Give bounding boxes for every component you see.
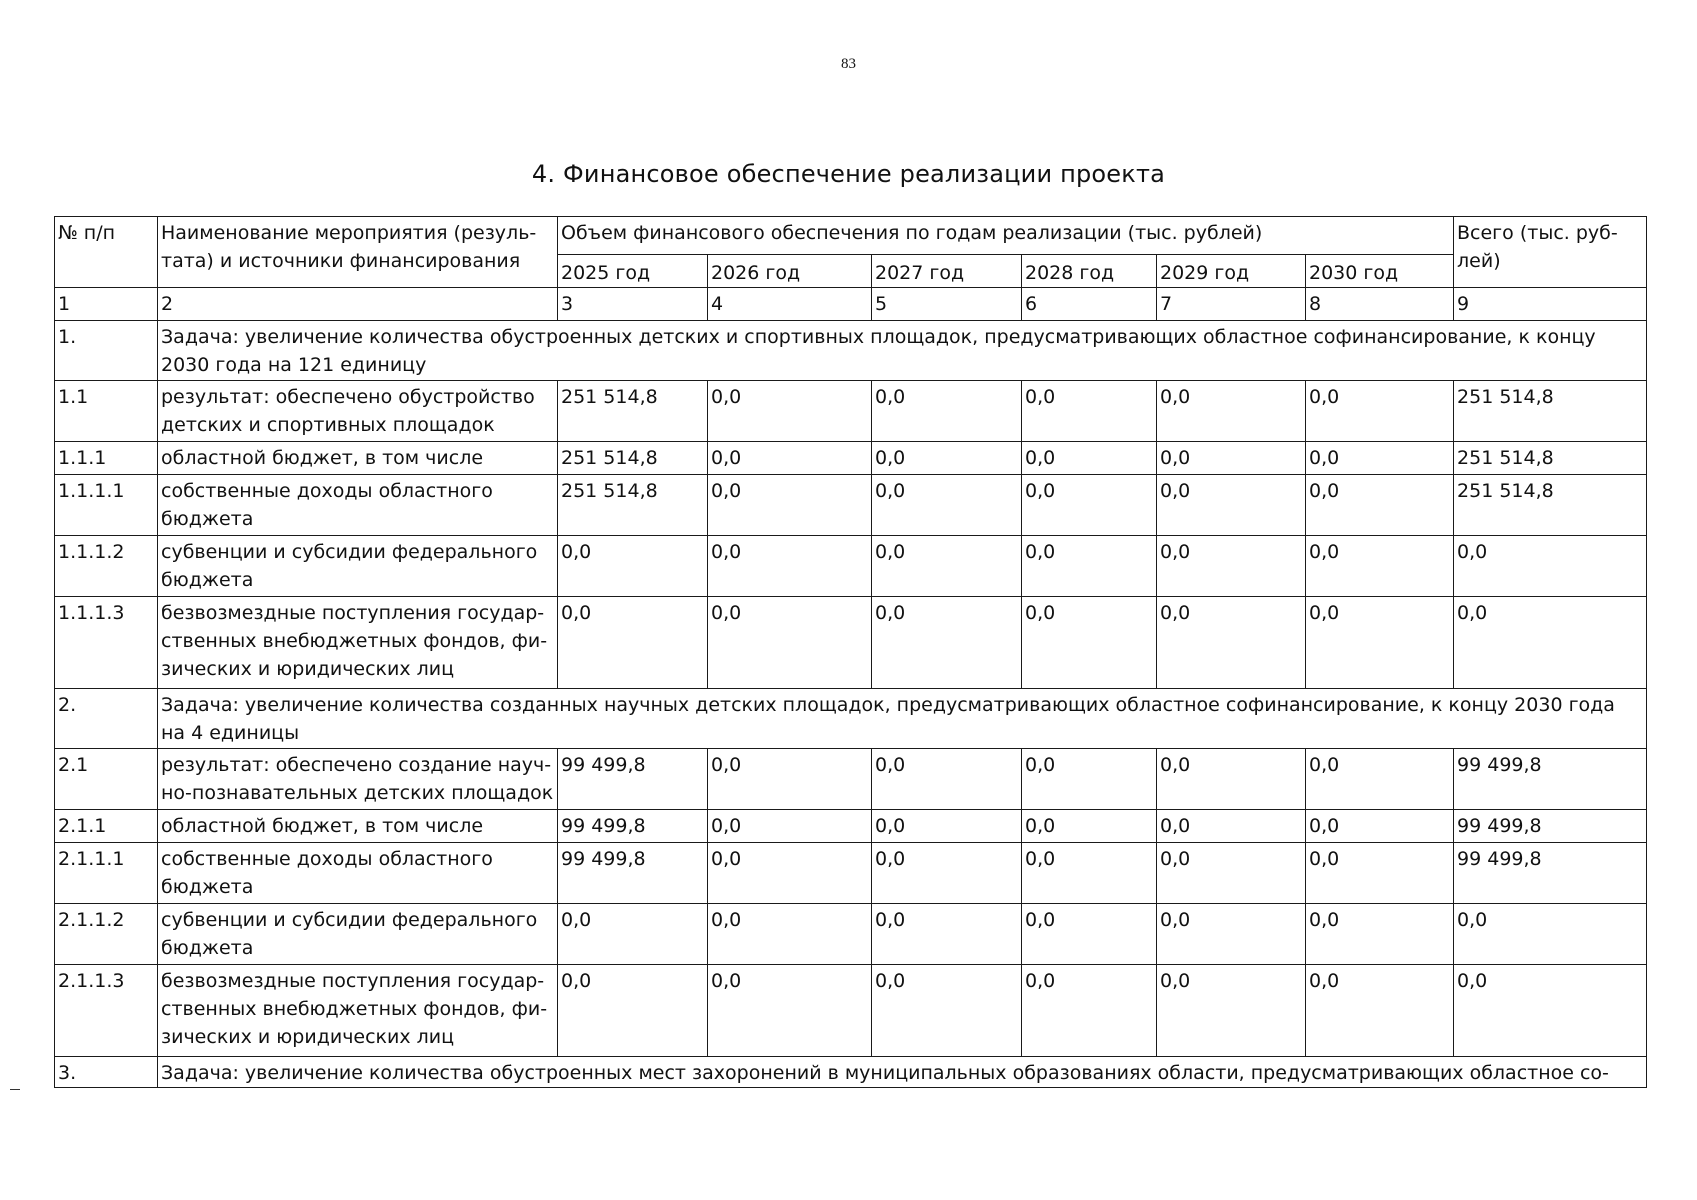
value-cell: 0,0 xyxy=(872,597,1022,689)
row-number: 1.1.1.1 xyxy=(55,475,158,536)
total-cell: 0,0 xyxy=(1454,965,1647,1057)
value-cell: 0,0 xyxy=(558,597,708,689)
value-cell: 0,0 xyxy=(708,810,872,843)
row-number: 2.1.1.1 xyxy=(55,843,158,904)
row-number: 1.1.1.3 xyxy=(55,597,158,689)
header-year: 2029 год xyxy=(1157,255,1306,288)
value-cell: 99 499,8 xyxy=(558,843,708,904)
value-cell: 0,0 xyxy=(872,810,1022,843)
value-cell: 0,0 xyxy=(558,904,708,965)
value-cell: 251 514,8 xyxy=(558,475,708,536)
column-index: 7 xyxy=(1157,288,1306,321)
task-text: Задача: увеличение количества обустроенных мест захоронений в муниципальных образованиях области, предусматривающих областное со- xyxy=(158,1057,1647,1088)
task-text: Задача: увеличение количества созданных научных детских площадок, предусматривающих областное софинансирование, к концу 2030 года на 4 единицы xyxy=(158,689,1647,749)
row-name: областной бюджет, в том числе xyxy=(158,442,558,475)
row-name: безвозмездные поступления государ-ственных внебюджетных фондов, фи-зических и юридических лиц xyxy=(158,597,558,689)
page-number: 83 xyxy=(841,56,856,72)
total-cell: 0,0 xyxy=(1454,904,1647,965)
value-cell: 0,0 xyxy=(708,965,872,1057)
total-cell: 251 514,8 xyxy=(1454,475,1647,536)
value-cell: 0,0 xyxy=(872,904,1022,965)
value-cell: 0,0 xyxy=(1022,381,1157,442)
value-cell: 0,0 xyxy=(1157,749,1306,810)
total-cell: 0,0 xyxy=(1454,597,1647,689)
value-cell: 0,0 xyxy=(1022,597,1157,689)
value-cell: 0,0 xyxy=(1306,381,1454,442)
value-cell: 251 514,8 xyxy=(558,381,708,442)
table-row xyxy=(55,475,1647,536)
column-index: 4 xyxy=(708,288,872,321)
table-row xyxy=(55,749,1647,810)
table-row xyxy=(55,810,1647,843)
table-row xyxy=(55,965,1647,1057)
value-cell: 0,0 xyxy=(708,904,872,965)
column-index: 2 xyxy=(158,288,558,321)
row-name: субвенции и субсидии федерального бюджета xyxy=(158,904,558,965)
row-name: результат: обеспечено создание науч-но-познавательных детских площадок xyxy=(158,749,558,810)
column-index: 1 xyxy=(55,288,158,321)
total-cell: 99 499,8 xyxy=(1454,843,1647,904)
value-cell: 0,0 xyxy=(1306,442,1454,475)
value-cell: 0,0 xyxy=(872,749,1022,810)
margin-mark xyxy=(10,1089,20,1090)
value-cell: 0,0 xyxy=(1022,810,1157,843)
value-cell: 0,0 xyxy=(1022,965,1157,1057)
row-number: 1. xyxy=(55,321,158,381)
value-cell: 0,0 xyxy=(708,843,872,904)
table-row xyxy=(55,904,1647,965)
column-index: 3 xyxy=(558,288,708,321)
value-cell: 0,0 xyxy=(1157,597,1306,689)
value-cell: 0,0 xyxy=(1306,597,1454,689)
header-year: 2030 год xyxy=(1306,255,1454,288)
header-volume: Объем финансового обеспечения по годам реализации (тыс. рублей) xyxy=(558,217,1454,255)
value-cell: 0,0 xyxy=(1022,904,1157,965)
row-number: 2.1.1.2 xyxy=(55,904,158,965)
table-row xyxy=(55,597,1647,689)
row-number: 2. xyxy=(55,689,158,749)
value-cell: 0,0 xyxy=(1022,536,1157,597)
total-cell: 251 514,8 xyxy=(1454,381,1647,442)
header-year: 2028 год xyxy=(1022,255,1157,288)
row-number: 2.1.1 xyxy=(55,810,158,843)
total-cell: 99 499,8 xyxy=(1454,810,1647,843)
value-cell: 0,0 xyxy=(1022,749,1157,810)
row-name: безвозмездные поступления государ-ственных внебюджетных фондов, фи-зических и юридических лиц xyxy=(158,965,558,1057)
header-total: Всего (тыс. руб-лей) xyxy=(1454,217,1647,288)
task-row xyxy=(55,321,1647,381)
column-index: 5 xyxy=(872,288,1022,321)
row-number: 1.1.1.2 xyxy=(55,536,158,597)
value-cell: 0,0 xyxy=(872,442,1022,475)
value-cell: 0,0 xyxy=(1022,442,1157,475)
value-cell: 0,0 xyxy=(1022,843,1157,904)
column-index: 8 xyxy=(1306,288,1454,321)
value-cell: 0,0 xyxy=(1022,475,1157,536)
value-cell: 251 514,8 xyxy=(558,442,708,475)
row-number: 1.1 xyxy=(55,381,158,442)
row-number: 2.1.1.3 xyxy=(55,965,158,1057)
value-cell: 0,0 xyxy=(1157,843,1306,904)
total-cell: 0,0 xyxy=(1454,536,1647,597)
value-cell: 0,0 xyxy=(708,475,872,536)
value-cell: 0,0 xyxy=(708,749,872,810)
value-cell: 0,0 xyxy=(1306,810,1454,843)
value-cell: 0,0 xyxy=(1157,810,1306,843)
column-index-row xyxy=(55,288,1647,321)
financing-table xyxy=(54,216,1647,1088)
value-cell: 0,0 xyxy=(1306,536,1454,597)
header-row xyxy=(55,217,1647,255)
value-cell: 0,0 xyxy=(1306,843,1454,904)
row-name: субвенции и субсидии федерального бюджета xyxy=(158,536,558,597)
value-cell: 0,0 xyxy=(1157,381,1306,442)
row-name: результат: обеспечено обустройство детских и спортивных площадок xyxy=(158,381,558,442)
value-cell: 0,0 xyxy=(1157,442,1306,475)
value-cell: 0,0 xyxy=(708,597,872,689)
value-cell: 0,0 xyxy=(708,536,872,597)
value-cell: 0,0 xyxy=(558,536,708,597)
header-name: Наименование мероприятия (резуль-тата) и источники финансирования xyxy=(158,217,558,288)
value-cell: 99 499,8 xyxy=(558,810,708,843)
value-cell: 0,0 xyxy=(1306,965,1454,1057)
header-year: 2025 год xyxy=(558,255,708,288)
value-cell: 0,0 xyxy=(872,475,1022,536)
table-row xyxy=(55,442,1647,475)
total-cell: 251 514,8 xyxy=(1454,442,1647,475)
value-cell: 0,0 xyxy=(872,843,1022,904)
row-number: 1.1.1 xyxy=(55,442,158,475)
header-year: 2027 год xyxy=(872,255,1022,288)
value-cell: 0,0 xyxy=(708,442,872,475)
value-cell: 0,0 xyxy=(872,536,1022,597)
task-row xyxy=(55,1057,1647,1088)
table-row xyxy=(55,536,1647,597)
value-cell: 0,0 xyxy=(1157,536,1306,597)
value-cell: 99 499,8 xyxy=(558,749,708,810)
value-cell: 0,0 xyxy=(872,965,1022,1057)
value-cell: 0,0 xyxy=(558,965,708,1057)
header-num: № п/п xyxy=(55,217,158,288)
table-row xyxy=(55,381,1647,442)
row-number: 2.1 xyxy=(55,749,158,810)
total-cell: 99 499,8 xyxy=(1454,749,1647,810)
value-cell: 0,0 xyxy=(708,381,872,442)
value-cell: 0,0 xyxy=(872,381,1022,442)
value-cell: 0,0 xyxy=(1157,904,1306,965)
task-text: Задача: увеличение количества обустроенных детских и спортивных площадок, предусматривающих областное софинансирование, к концу 2030 года на 121 единицу xyxy=(158,321,1647,381)
table-row xyxy=(55,843,1647,904)
column-index: 6 xyxy=(1022,288,1157,321)
value-cell: 0,0 xyxy=(1157,475,1306,536)
value-cell: 0,0 xyxy=(1306,749,1454,810)
value-cell: 0,0 xyxy=(1306,475,1454,536)
value-cell: 0,0 xyxy=(1157,965,1306,1057)
value-cell: 0,0 xyxy=(1306,904,1454,965)
row-name: собственные доходы областного бюджета xyxy=(158,475,558,536)
task-row xyxy=(55,689,1647,749)
row-name: собственные доходы областного бюджета xyxy=(158,843,558,904)
column-index: 9 xyxy=(1454,288,1647,321)
header-year: 2026 год xyxy=(708,255,872,288)
row-name: областной бюджет, в том числе xyxy=(158,810,558,843)
row-number: 3. xyxy=(55,1057,158,1088)
section-title: 4. Финансовое обеспечение реализации проекта xyxy=(531,160,1166,188)
